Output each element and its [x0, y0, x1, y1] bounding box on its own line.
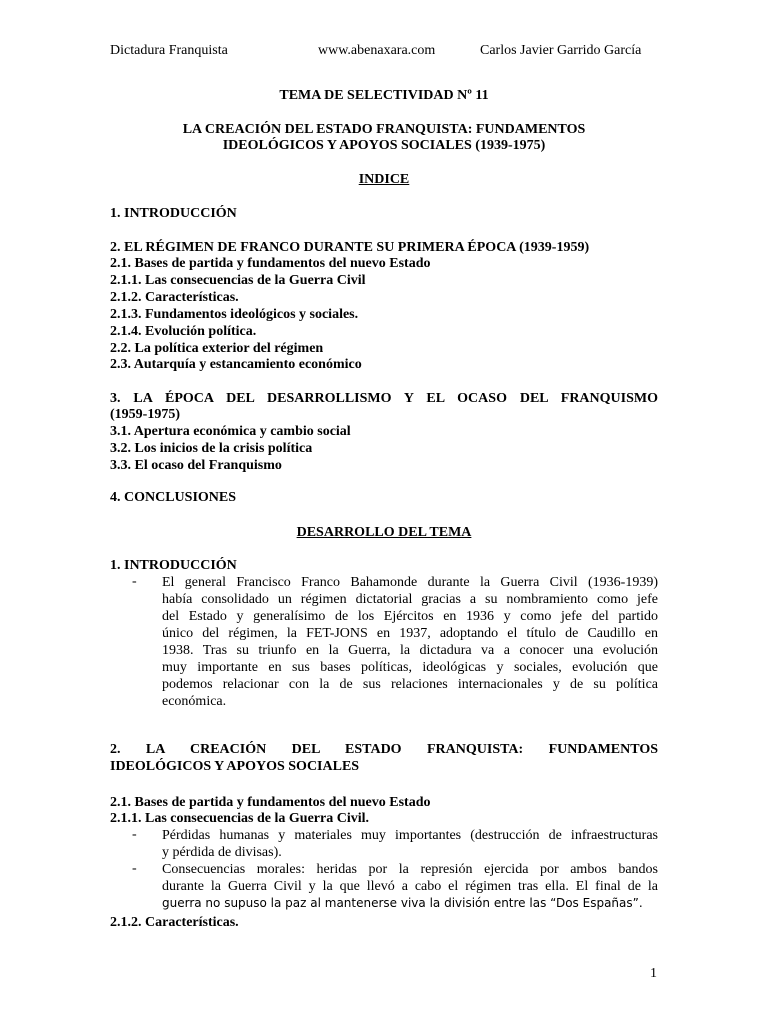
index-heading: INDICE — [358, 172, 410, 187]
bullet-marker: - — [132, 827, 137, 842]
subsection-heading: 2.1.1. Las consecuencias de la Guerra Civil. — [110, 811, 369, 826]
index-item: 2.3. Autarquía y estancamiento económico — [110, 357, 362, 372]
paragraph-line: único del régimen, la FET-JONS en 1937, adoptando el título de Caudillo en — [162, 626, 658, 641]
section-heading: 2. LA CREACIÓN DEL ESTADO FRANQUISTA: FUNDAMENTOS — [110, 742, 658, 757]
section-heading: 1. INTRODUCCIÓN — [110, 558, 237, 573]
index-item: 3.2. Los inicios de la crisis política — [110, 441, 313, 456]
index-item: 2.2. La política exterior del régimen — [110, 341, 324, 356]
index-item: 3.1. Apertura económica y cambio social — [110, 424, 351, 439]
index-item: 2.1.3. Fundamentos ideológicos y sociales. — [110, 307, 359, 322]
index-item: 1. INTRODUCCIÓN — [110, 206, 237, 221]
paragraph-line: del Estado y generalísimo de los Ejércitos en 1936 y como jefe del partido — [162, 609, 658, 624]
paragraph-line: guerra no supuso la paz al mantenerse viva la división entre las “Dos Españas”. — [162, 896, 643, 910]
document-subtitle-line-2: IDEOLÓGICOS Y APOYOS SOCIALES (1939-1975) — [222, 138, 546, 153]
index-item: 3.3. El ocaso del Franquismo — [110, 458, 282, 473]
section-heading: IDEOLÓGICOS Y APOYOS SOCIALES — [110, 759, 360, 774]
bullet-marker: - — [132, 861, 137, 876]
subsection-heading: 2.1. Bases de partida y fundamentos del nuevo Estado — [110, 795, 431, 810]
index-item: 2. EL RÉGIMEN DE FRANCO DURANTE SU PRIMERA ÉPOCA (1939-1959) — [110, 240, 590, 255]
page-number: 1 — [650, 966, 657, 981]
index-item: 4. CONCLUSIONES — [110, 490, 237, 505]
paragraph-line: Pérdidas humanas y materiales muy importantes (destrucción de infraestructuras — [162, 828, 658, 843]
paragraph-line: muy importante en sus bases políticas, ideológicas y sociales, evolución que — [162, 660, 658, 675]
document-subtitle-line-1: LA CREACIÓN DEL ESTADO FRANQUISTA: FUNDAMENTOS — [182, 122, 586, 137]
bullet-marker: - — [132, 574, 137, 589]
paragraph-line: podemos relacionar con la de sus relaciones internacionales y de su política — [162, 677, 658, 692]
paragraph-line: Consecuencias morales: heridas por la represión ejercida por ambos bandos — [162, 862, 658, 877]
header-right: Carlos Javier Garrido García — [480, 43, 642, 58]
index-item: 2.1. Bases de partida y fundamentos del nuevo Estado — [110, 256, 431, 271]
index-item: 2.1.1. Las consecuencias de la Guerra Civil — [110, 273, 366, 288]
subsection-heading: 2.1.2. Características. — [110, 915, 239, 930]
index-item: 2.1.2. Características. — [110, 290, 239, 305]
index-item: (1959-1975) — [110, 407, 180, 422]
paragraph-line: El general Francisco Franco Bahamonde durante la Guerra Civil (1936-1939) — [162, 575, 658, 590]
header-center: www.abenaxara.com — [318, 43, 436, 58]
paragraph-line: y pérdida de divisas). — [162, 845, 282, 860]
paragraph-line: 1938. Tras su triunfo en la Guerra, la dictadura va a conocer una evolución — [162, 643, 658, 658]
paragraph-line: durante la Guerra Civil y la que llevó a cabo el régimen tras ella. El final de la — [162, 879, 658, 894]
document-title: TEMA DE SELECTIVIDAD Nº 11 — [279, 88, 489, 103]
index-item: 2.1.4. Evolución política. — [110, 324, 257, 339]
header-left: Dictadura Franquista — [110, 43, 228, 58]
index-item: 3. LA ÉPOCA DEL DESARROLLISMO Y EL OCASO DEL FRANQUISMO — [110, 391, 658, 406]
paragraph-line: había consolidado un régimen dictatorial gracias a su nombramiento como jefe — [162, 592, 658, 607]
development-heading: DESARROLLO DEL TEMA — [296, 525, 472, 540]
paragraph-line: económica. — [162, 694, 227, 709]
